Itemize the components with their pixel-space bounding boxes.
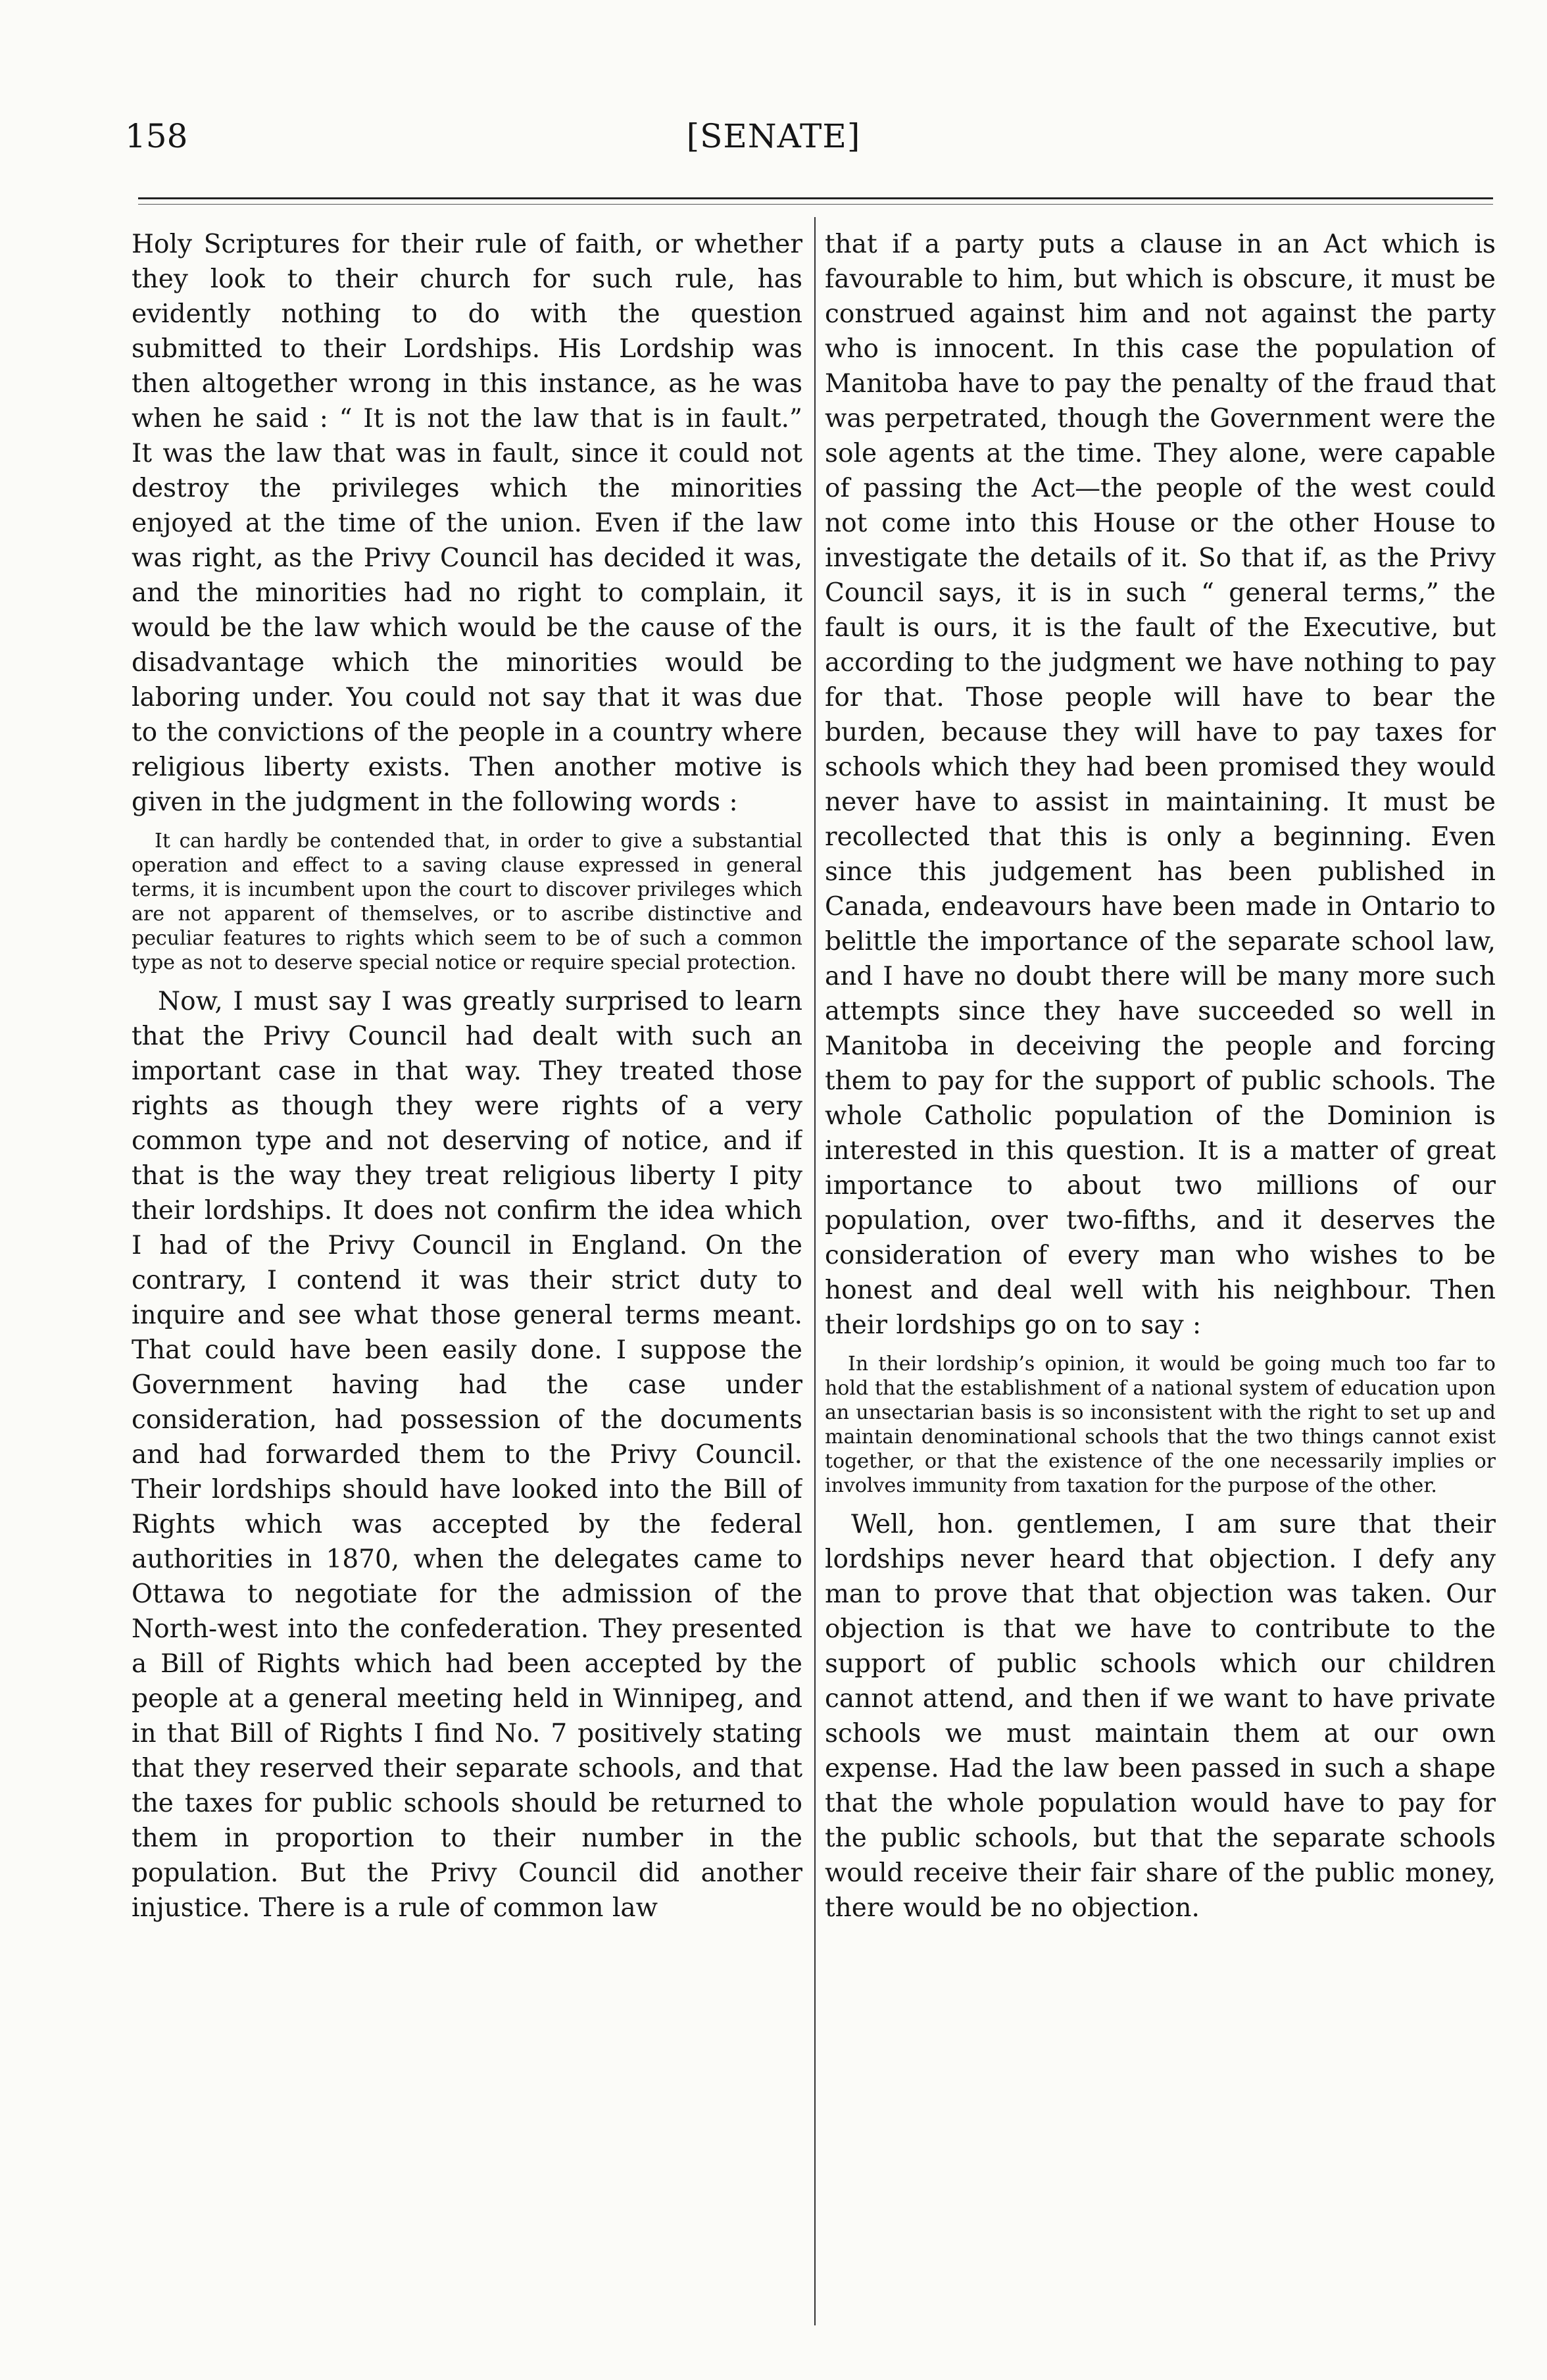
left-paragraph-1: Holy Scriptures for their rule of faith, or whether they look to their church for such rule, has evidently nothing to do with the question submitted to their Lordships. His Lordship was then altogether wrong in this instance, as he was when he said : “ It is not the law that is in fault.” It was the law that was in fault, since it could not destroy the privileges which the minorities enjoyed at the time of the union. Even if the law was right, as the Privy Council has decided it was, and the minorities had no right to complain, it would be the law which would be the cause of the disadvantage which the minorities would be laboring under. You could not say that it was due to the convictions of the people in a country where religious liberty exists. Then another motive is given in the judgment in the following words : (132, 230, 802, 817)
left-paragraph-2: Now, I must say I was greatly surprised to learn that the Privy Council had dealt with such an important case in that way. They treated those rights as though they were rights of a very common type and not deserving of notice, and if that is the way they treat religious liberty I pity their lordships. It does not confirm the idea which I had of the Privy Council in England. On the contrary, I contend it was their strict duty to inquire and see what those general terms meant. That could have been easily done. I suppose the Government having had the case under consideration, had possession of the documents and had forwarded them to the Privy Council. Their lordships should have looked into the Bill of Rights which was accepted by the federal authorities in 1870, when the delegates came to Ottawa to negotiate for the admission of the North-west into the confederation. They presented a Bill of Rights which had been accepted by the people at a general meeting held in Winnipeg, and in that Bill of Rights I find No. 7 positively stating that they reserved their separate schools, and that the taxes for public schools should be returned to them in proportion to their number in the population. But the Privy Council did another injustice. There is a rule of common law (132, 987, 802, 1923)
page-number: 158 (125, 117, 188, 155)
header-rule-thin (138, 204, 1493, 205)
column-divider (814, 217, 816, 2325)
left-block-quote: It can hardly be contended that, in order to give a substantial operation and effect to a saving clause expressed in general terms, it is incumbent upon the court to discover privileges which are not apparent of themselves, or to ascribe distinctive and peculiar features to rights which seem to be of such a common type as not to deserve special notice or require special protection. (132, 830, 802, 974)
right-paragraph-1: that if a party puts a clause in an Act which is favourable to him, but which is obscure, it must be construed against him and not against the party who is innocent. In this case the population of Manitoba have to pay the penalty of the fraud that was perpetrated, though the Government were the sole agents at the time. They alone, were capable of passing the Act—the people of the west could not come into this House or the other House to investigate the details of it. So that if, as the Privy Council says, it is in such “ general terms,” the fault is ours, it is the fault of the Executive, but according to the judgment we have nothing to pay for that. Those people will have to bear the burden, because they will have to pay taxes for schools which they had been promised they would never have to assist in maintaining. It must be recollected that this is only a beginning. Even since this judgement has been published in Canada, endeavours have been made in Ontario to belittle the importance of the separate school law, and I have no doubt there will be many more such attempts since they have succeeded so well in Manitoba in deceiving the people and forcing them to pay for the support of public schools. The whole Catholic population of the Dominion is interested in this question. It is a matter of great importance to about two millions of our population, over two-fifths, and it deserves the consideration of every man who wishes to be honest and deal well with his neighbour. Then their lordships go on to say : (825, 230, 1496, 1340)
header-rule (138, 197, 1493, 199)
left-column (132, 227, 802, 2319)
right-paragraph-2: Well, hon. gentlemen, I am sure that their lordships never heard that objection. I defy any man to prove that that objection was taken. Our objection is that we have to contribute to the support of public schools which our children cannot attend, and then if we want to have private schools we must maintain them at our own expense. Had the law been passed in such a shape that the whole population would have to pay for the public schools, but that the separate schools would receive their fair share of the public money, there would be no objection. (825, 1510, 1496, 1923)
right-column (825, 227, 1496, 2319)
page-header-title: [SENATE] (686, 117, 861, 155)
right-block-quote: In their lordship’s opinion, it would be going much too far to hold that the establishment of a national system of education upon an unsectarian basis is so inconsistent with the right to set up and maintain denominational schools that the two things cannot exist together, or that the existence of the one necessarily implies or involves immunity from taxation for the purpose of the other. (825, 1352, 1496, 1497)
